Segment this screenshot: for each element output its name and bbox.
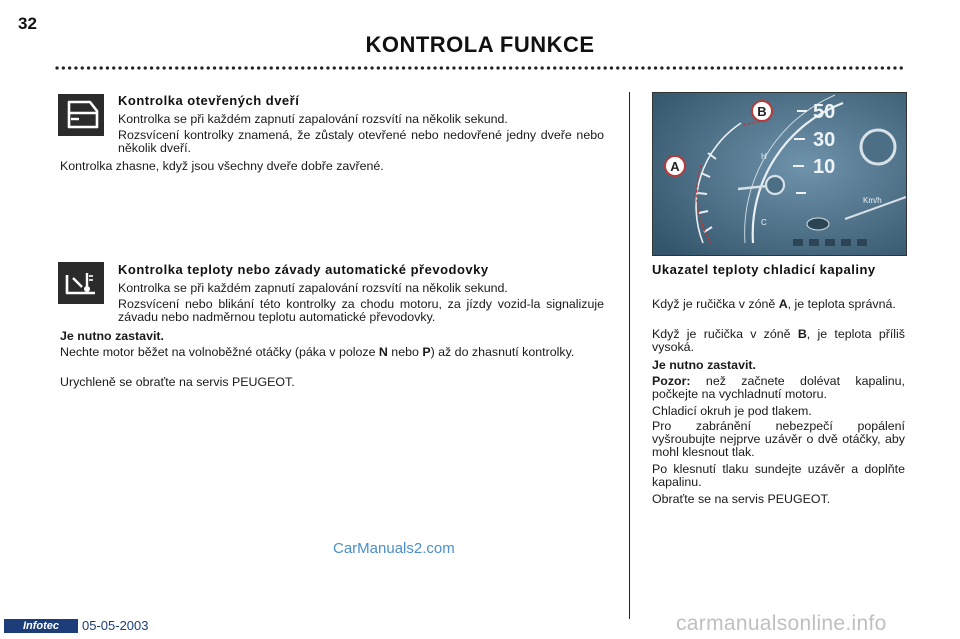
temp-zone-c: C xyxy=(761,218,767,227)
gearbox-paragraph-2: Rozsvícení nebo blikání této kontrolky za chodu motoru, za jízdy vozid-la signalizuje závadu nebo nadměrnou teplotu automatické převodovky. xyxy=(118,297,604,324)
gearbox-paragraph-3: Nechte motor běžet na volnoběžné otáčky (páka v poloze N nebo P) až do zhasnutí kontrolky. xyxy=(60,345,575,359)
page-number: 32 xyxy=(18,14,37,33)
infotec-logo: Infotec xyxy=(4,619,78,633)
coolant-paragraph-2: Když je ručička v zóně B, je teplota příliš vysoká. xyxy=(652,327,905,354)
carmanualsonline-watermark: carmanualsonline.info xyxy=(676,612,887,635)
column-divider xyxy=(629,92,630,619)
gearbox-stop-notice: Je nutno zastavit. xyxy=(60,329,164,343)
title-dotted-rule xyxy=(55,64,907,72)
zone-a-label: A xyxy=(670,159,680,174)
coolant-paragraph-4: Pro zabránění nebezpečí popálení vyšroubujte nejprve uzávěr o dvě otáčky, aby mohl klesnout tlak. xyxy=(652,419,905,459)
door-warning-heading: Kontrolka otevřených dveří xyxy=(118,93,300,108)
gearbox-paragraph-4: Urychleně se obraťte na servis PEUGEOT. xyxy=(60,375,295,389)
zone-b-label: B xyxy=(757,104,767,119)
speed-label-10: 10 xyxy=(813,156,836,178)
door-paragraph-2: Rozsvícení kontrolky znamená, že zůstaly otevřené nebo nedovřené jedny dveře nebo několik dveří. xyxy=(118,128,604,155)
gearbox-warning-heading: Kontrolka teploty nebo závady automatické převodovky xyxy=(118,262,489,277)
door-open-icon xyxy=(58,94,104,136)
coolant-gauge-illustration xyxy=(652,92,907,256)
speed-unit-label: Km/h xyxy=(863,196,882,205)
coolant-stop-notice: Je nutno zastavit. xyxy=(652,358,756,372)
coolant-caution: Pozor: než začnete dolévat kapalinu, počkejte na vychladnutí motoru. xyxy=(652,374,905,401)
coolant-paragraph-3: Chladicí okruh je pod tlakem. xyxy=(652,404,812,418)
coolant-gauge-heading: Ukazatel teploty chladicí kapaliny xyxy=(652,262,876,277)
gearbox-paragraph-1: Kontrolka se při každém zapnutí zapalování rozsvítí na několik sekund. xyxy=(118,281,508,295)
coolant-paragraph-6: Obraťte se na servis PEUGEOT. xyxy=(652,492,831,506)
speed-label-50: 50 xyxy=(813,101,836,123)
door-paragraph-3: Kontrolka zhasne, když jsou všechny dveře dobře zavřené. xyxy=(60,159,384,173)
coolant-paragraph-1: Když je ručička v zóně A, je teplota správná. xyxy=(652,297,896,311)
door-paragraph-1: Kontrolka se při každém zapnutí zapalování rozsvítí na několik sekund. xyxy=(118,112,508,126)
gearbox-temperature-icon xyxy=(58,262,104,304)
speed-label-30: 30 xyxy=(813,129,836,151)
coolant-paragraph-5: Po klesnutí tlaku sundejte uzávěr a doplňte kapalinu. xyxy=(652,462,905,489)
temp-zone-h: H xyxy=(761,152,767,161)
footer-date: 05-05-2003 xyxy=(82,618,149,633)
page-title: KONTROLA FUNKCE xyxy=(365,32,595,57)
carmanuals2-watermark: CarManuals2.com xyxy=(333,540,455,557)
